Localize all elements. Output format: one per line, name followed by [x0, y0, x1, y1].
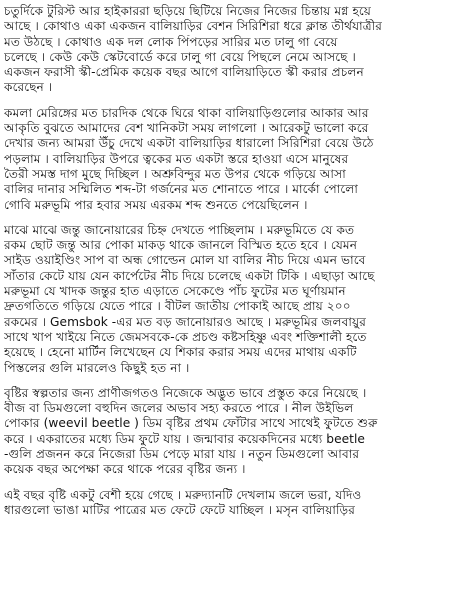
paragraph-dunes [4, 106, 451, 213]
text-line: -গুলি প্রজনন করে নিজেরা ডিম পেড়ে মারা যায় । নতুন ডিমগুলো আবার [4, 447, 360, 462]
text-line: করে । একরাতের মধ্যে ডিম ফুটে যায় । জন্মাবার কয়েকদিনের মধ্যে beetle [4, 431, 365, 446]
text-line: হয়েছে । হেনো মার্টিন লিখেছেন যে শিকার করার সময় এদের মাথায় একটি [4, 345, 357, 360]
text-line: আছে । কোথাও একা একজন বালিয়াড়ির বেশন সিরিশিরা ধরে ক্লান্ত তীর্থযাত্রীর [4, 19, 382, 34]
paragraph-oasis [4, 488, 451, 519]
text-line: গোবি মরুভূমি পার হবার সময় এরকম শব্দ শুনতে পেয়েছিলেন । [4, 197, 308, 212]
text-line: মত উঠছে । কোথাও এক দল লোক পিঁপড়ের সারির মত ঢালু গা বেয়ে [4, 34, 338, 49]
text-line: সাঁতার কেটে যায় যেন কার্পেটের নীচ দিয়ে চলেছে একটা টিকি । এছাড়া আছে [4, 268, 375, 283]
text-line: দ্রুতগতিতে গড়িয়ে যেতে পারে । বীটল জাতীয় পোকাই আছে প্রায় ২০০ [4, 299, 351, 314]
text-line: পোকার (weevil beetle ) ডিম বৃষ্টির প্রথম ফোঁটার সাথে সাথেই ফুটতে শুরু [4, 416, 378, 431]
text-line: কমলা মেরিঙ্গের মত চারদিক থেকে ঘিরে থাকা বালিয়াড়িগুলোর আকার আর [4, 105, 369, 120]
text-line: বালির দানার সম্মিলিত শব্দ-টা গর্জনের মত শোনাতে পারে । মার্কো পোলো [4, 182, 358, 197]
text-line: মরুভূমা যে খাদক জন্তুর হাত এড়াতে সেকেণ্ডে পাঁচ ফুটের মত ঘূর্ণায়মান [4, 284, 346, 299]
text-line: মাঝে মাঝে জন্তু জানোয়ারের চিহ্ন দেখতে পাচ্ছিলাম । মরুভূমিতে যে কত [4, 222, 355, 237]
text-line: কয়েক বছর অপেক্ষা করে থাকে পরের বৃষ্টির জন্য । [4, 462, 246, 477]
text-line: করেছেন । [4, 80, 53, 95]
text-line: চতুর্দিকে টুরিস্ট আর হাইকাররা ছড়িয়ে ছিটিয়ে নিজের নিজের চিন্তায় মগ্ন হয়ে [4, 4, 372, 18]
text-line: দেখার জন্য আমরা উঁচু দেখে একটা বালিয়াড়ির ধারালো সিরিশিরা বেয়ে উঠে [4, 136, 374, 151]
paragraph-rainfall [4, 386, 451, 478]
text-line: পিস্তলের গুলি মারলেও কিছুই হত না । [4, 360, 190, 375]
text-line: বীজ বা ডিমগুলো বহুদিন জলের অভাব সহ্য করতে পারে । নীল উইভিল [4, 401, 354, 416]
paragraph-tourists [4, 4, 451, 96]
text-line: আকৃতি বুঝতে আমাদের বেশ খানিকটা সময় লাগলো । আরেকটু ভালো করে [4, 121, 369, 136]
text-line: রকম ছোট জন্তু আর পোকা মাকড় থাকে জানলে বিস্মিত হতে হবে । যেমন [4, 238, 358, 253]
text-line: চলেছে । কেউ কেউ স্কেটবোর্ডে করে ঢালু গা বেয়ে পিছলে নেমে আসছে । [4, 49, 356, 64]
paragraph-animals [4, 223, 451, 376]
text-line: ধারগুলো ভাঙা মাটির পাত্রের মত ফেটে ফেটে যাচ্ছিল । মসৃন বালিয়াড়ির [4, 502, 356, 517]
text-line: সাইড ওয়াইণ্ডিং সাপ বা অন্ধ গোল্ডেন মোল যা বালির নীচ দিয়ে এমন ভাবে [4, 253, 366, 268]
text-line: একজন ফরাসী স্কী-প্রেমিক কয়েক বছর আগে বালিয়াড়িতে স্কী করার প্রচলন [4, 65, 364, 80]
text-line: বৃষ্টির স্বল্পতার জন্য প্রাণীজগতও নিজেকে অদ্ভুত ভাবে প্রস্তুত করে নিয়েছে । [4, 385, 367, 400]
text-line: এই বছর বৃষ্টি একটু বেশী হয়ে গেছে । মরুদ্যানটি দেখলাম জলে ভরা, যদিও [4, 487, 362, 502]
text-line: রকমের । Gemsbok -এর মত বড় জানোয়ারও আছে । মরুভূমির জলবায়ুর [4, 314, 366, 329]
text-line: সাথে খাপ খাইয়ে নিতে জেমসবকে-কে প্রচণ্ড কষ্টসহিষ্ণু এবং শক্তিশালী হতে [4, 329, 367, 344]
text-line: পড়লাম । বালিয়াড়ির উপরে ত্বকের মত একটা স্তরে হাওয়া এসে মানুষের [4, 151, 349, 166]
text-line: তৈরী সমস্ত দাগ মুছে দিচ্ছিল । অশ্রুবিন্দুর মত উপর থেকে গড়িয়ে আসা [4, 166, 346, 181]
